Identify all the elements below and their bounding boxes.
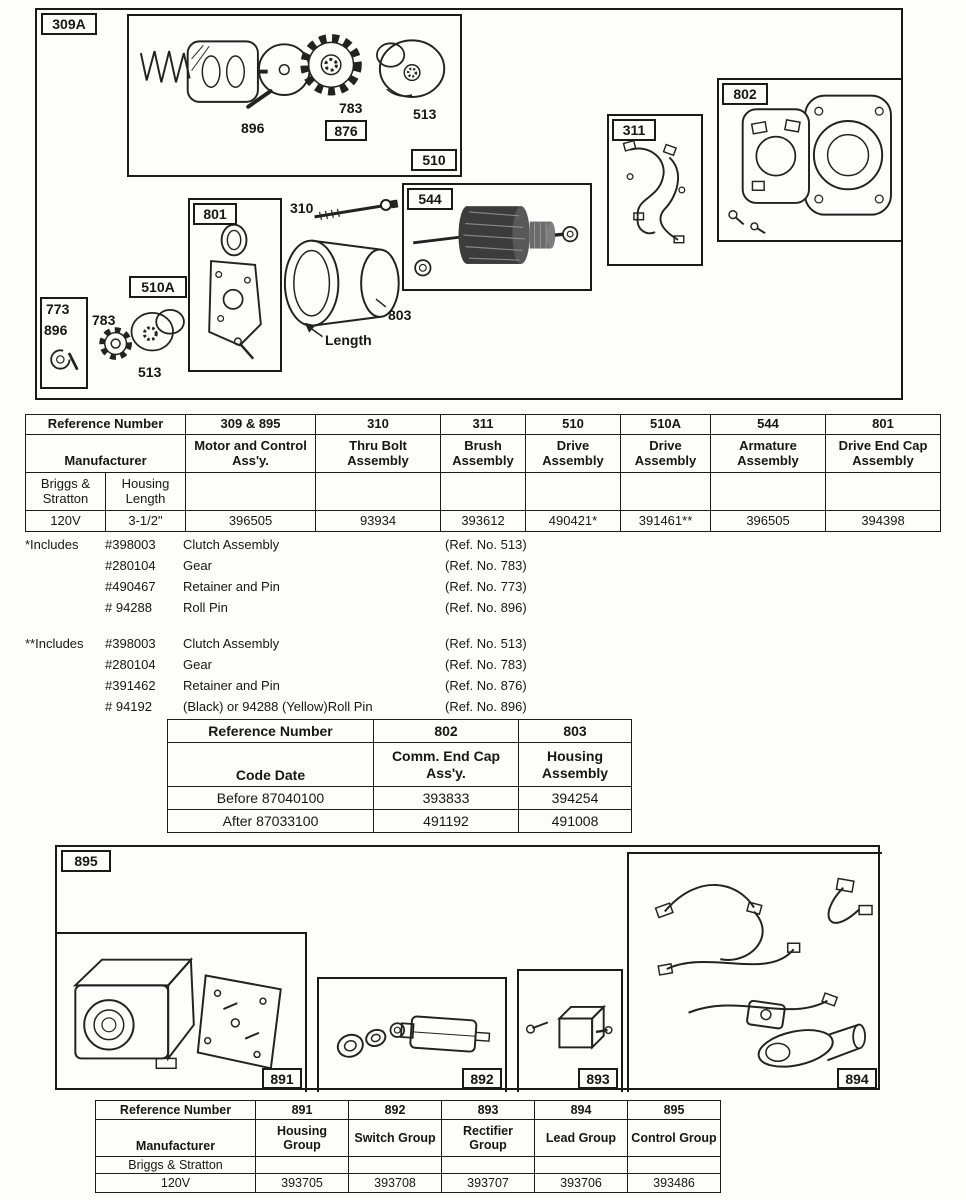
group-name: Housing Group [256, 1120, 349, 1157]
group-label-894: 894 [837, 1068, 877, 1089]
part-number-cell: 393612 [441, 511, 526, 532]
col-header: 894 [535, 1101, 628, 1120]
frame-label-309a: 309A [41, 13, 97, 35]
part-label-802: 802 [722, 83, 768, 105]
table-row [26, 435, 941, 473]
pinion-gear-icon [305, 38, 358, 91]
footnote-ref: (Ref. No. 783) [445, 657, 527, 672]
part-number-cell: 393706 [535, 1174, 628, 1193]
assembly-name: Comm. End Cap Ass'y. [374, 743, 519, 787]
footnote-desc: Retainer and Pin [183, 678, 280, 693]
col-header: 510A [621, 415, 711, 435]
spring-icon [141, 51, 190, 82]
clutch-assembly-icon [377, 40, 444, 97]
lead-group-icon [629, 854, 882, 1092]
housing-length-header: Housing Length [106, 473, 186, 511]
voltage-cell: 120V [96, 1174, 256, 1193]
footnote-desc: Clutch Assembly [183, 636, 280, 651]
part-label-801: 801 [193, 203, 237, 225]
assembly-name: Motor and Control Ass'y. [186, 435, 316, 473]
ref-number-header: Reference Number [168, 720, 374, 743]
col-header: 802 [374, 720, 519, 743]
part-label-311: 311 [612, 119, 656, 141]
assembly-name: Armature Assembly [711, 435, 826, 473]
footnote-line [25, 678, 665, 699]
lead-group-box [627, 852, 882, 1092]
length-label: Length [325, 332, 372, 348]
group-name: Lead Group [535, 1120, 628, 1157]
part-number-cell: 393486 [628, 1174, 721, 1193]
footnote-part: #280104 [105, 657, 156, 672]
part-number-cell: 93934 [316, 511, 441, 532]
footnote-line [25, 600, 665, 621]
part-label-803: 803 [388, 307, 412, 323]
motor-control-assembly-box [127, 14, 462, 177]
footnote-part: #391462 [105, 678, 156, 693]
footnote-part: #490467 [105, 579, 156, 594]
footnote-part: # 94288 [105, 600, 152, 615]
footnote-desc: Gear [183, 657, 212, 672]
footnote-part: #398003 [105, 636, 156, 651]
footnote-ref: (Ref. No. 896) [445, 600, 527, 615]
frame-label-895: 895 [61, 850, 111, 872]
thru-bolt-icon [315, 200, 398, 220]
part-label-896: 896 [241, 120, 265, 136]
group-label-891: 891 [262, 1068, 302, 1089]
col-header: 510 [526, 415, 621, 435]
footnote-line [25, 699, 665, 720]
code-date-header: Code Date [168, 743, 374, 787]
part-number-cell: 491008 [519, 810, 632, 833]
code-date-value: After 87033100 [168, 810, 374, 833]
part-number-cell: 396505 [186, 511, 316, 532]
footnote-line [25, 558, 665, 579]
comm-end-cap-box [717, 78, 903, 242]
end-cap-icon [190, 200, 280, 370]
footnote-line [25, 657, 665, 678]
part-label-773: 773 [46, 301, 70, 317]
footnote-desc: Retainer and Pin [183, 579, 280, 594]
part-label-544: 544 [407, 188, 453, 210]
part-label-783: 783 [339, 100, 363, 116]
part-number-cell: 393705 [256, 1174, 349, 1193]
table-row [168, 810, 632, 833]
part-label-510a: 510A [129, 276, 187, 298]
part-number-cell: 394254 [519, 787, 632, 810]
empty-cell [526, 473, 621, 511]
part-label-783b: 783 [92, 312, 116, 328]
empty-cell [442, 1157, 535, 1174]
footnote-ref: (Ref. No. 773) [445, 579, 527, 594]
armature-assembly-box [402, 183, 592, 291]
drive-drum-icon [188, 41, 268, 101]
voltage-cell: 120V [26, 511, 106, 532]
table-row [26, 473, 941, 511]
ref-number-header: Reference Number [26, 415, 186, 435]
table-row [26, 511, 941, 532]
manufacturer-name: Briggs & Stratton [26, 473, 106, 511]
footnote-desc: Clutch Assembly [183, 537, 280, 552]
part-label-513: 513 [413, 106, 437, 122]
group-label-892: 892 [462, 1068, 502, 1089]
groups-table [95, 1100, 721, 1193]
table-row [168, 720, 632, 743]
part-number-cell: 393708 [349, 1174, 442, 1193]
group-name: Switch Group [349, 1120, 442, 1157]
col-header: 309 & 895 [186, 415, 316, 435]
footnote-line [25, 537, 665, 558]
part-label-876: 876 [325, 120, 367, 141]
empty-cell [256, 1157, 349, 1174]
rectifier-group-box [517, 969, 623, 1092]
manufacturer-header: Manufacturer [26, 435, 186, 473]
footnote-double-asterisk [25, 636, 665, 720]
group-name: Rectifier Group [442, 1120, 535, 1157]
manufacturer-header: Manufacturer [96, 1120, 256, 1157]
part-label-513b: 513 [138, 364, 162, 380]
housing-length-value: 3-1/2" [106, 511, 186, 532]
col-header: 310 [316, 415, 441, 435]
col-header: 801 [826, 415, 941, 435]
code-date-value: Before 87040100 [168, 787, 374, 810]
diagram-895-frame [55, 845, 880, 1090]
retainer-pin-box [40, 297, 88, 389]
footnote-desc: Gear [183, 558, 212, 573]
switch-group-box [317, 977, 507, 1092]
part-number-cell: 394398 [826, 511, 941, 532]
brush-assembly-box [607, 114, 703, 266]
col-header: 895 [628, 1101, 721, 1120]
manufacturer-name: Briggs & Stratton [96, 1157, 256, 1174]
col-header: 311 [441, 415, 526, 435]
assembly-name: Thru Bolt Assembly [316, 435, 441, 473]
part-number-cell: 491192 [374, 810, 519, 833]
footnote-prefix: *Includes [25, 537, 79, 552]
part-number-cell: 393707 [442, 1174, 535, 1193]
footnote-single-asterisk [25, 537, 665, 621]
footnote-ref: (Ref. No. 896) [445, 699, 527, 714]
part-label-510: 510 [411, 149, 457, 171]
footnote-desc: (Black) or 94288 (Yellow)Roll Pin [183, 699, 373, 714]
table-row [168, 743, 632, 787]
group-label-893: 893 [578, 1068, 618, 1089]
part-number-cell: 391461** [621, 511, 711, 532]
col-header: 893 [442, 1101, 535, 1120]
part-label-896b: 896 [44, 322, 68, 338]
housing-group-box [57, 932, 307, 1092]
table-row [96, 1174, 721, 1193]
part-number-cell: 490421* [526, 511, 621, 532]
footnote-ref: (Ref. No. 513) [445, 537, 527, 552]
commutator-icon [530, 222, 556, 249]
roll-pin-icon [248, 91, 270, 107]
empty-cell [349, 1157, 442, 1174]
col-header: 891 [256, 1101, 349, 1120]
footnote-line [25, 579, 665, 600]
empty-cell [826, 473, 941, 511]
empty-cell [621, 473, 711, 511]
assembly-name: Brush Assembly [441, 435, 526, 473]
starter-parts-table [25, 414, 941, 532]
col-header: 892 [349, 1101, 442, 1120]
footnote-part: # 94192 [105, 699, 152, 714]
empty-cell [316, 473, 441, 511]
footnote-part: #398003 [105, 537, 156, 552]
empty-cell [186, 473, 316, 511]
empty-cell [628, 1157, 721, 1174]
empty-cell [711, 473, 826, 511]
table-row [26, 415, 941, 435]
empty-cell [441, 473, 526, 511]
table-row [96, 1120, 721, 1157]
footnote-part: #280104 [105, 558, 156, 573]
col-header: 803 [519, 720, 632, 743]
part-number-cell: 393833 [374, 787, 519, 810]
motor-housing-icon [285, 241, 399, 326]
footnote-ref: (Ref. No. 783) [445, 558, 527, 573]
assembly-name: Housing Assembly [519, 743, 632, 787]
table-row [168, 787, 632, 810]
assembly-name: Drive End Cap Assembly [826, 435, 941, 473]
diagram-309a-frame [35, 8, 903, 400]
empty-cell [535, 1157, 628, 1174]
col-header: 544 [711, 415, 826, 435]
part-label-310: 310 [290, 200, 314, 216]
footnote-ref: (Ref. No. 513) [445, 636, 527, 651]
assembly-name: Drive Assembly [526, 435, 621, 473]
footnote-ref: (Ref. No. 876) [445, 678, 527, 693]
ref-number-header: Reference Number [96, 1101, 256, 1120]
footnote-line [25, 636, 665, 657]
footnote-prefix: **Includes [25, 636, 84, 651]
footnote-desc: Roll Pin [183, 600, 228, 615]
table-row [96, 1101, 721, 1120]
group-name: Control Group [628, 1120, 721, 1157]
code-date-table [167, 719, 632, 833]
assembly-name: Drive Assembly [621, 435, 711, 473]
drive-end-cap-box [188, 198, 282, 372]
table-row [96, 1157, 721, 1174]
part-number-cell: 396505 [711, 511, 826, 532]
